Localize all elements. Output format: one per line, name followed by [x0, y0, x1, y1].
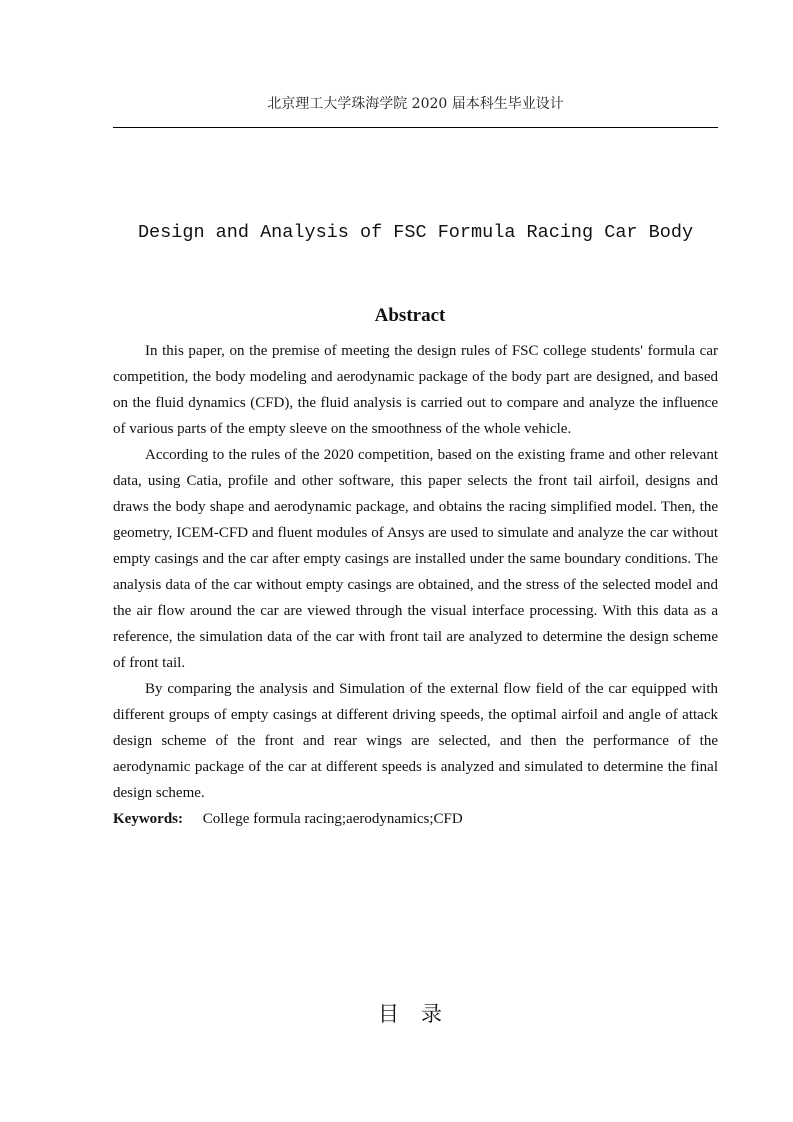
- header-divider: [113, 127, 718, 128]
- toc-heading: 目录: [378, 1002, 464, 1026]
- paper-title: Design and Analysis of FSC Formula Racing Car Body: [137, 222, 694, 243]
- abstract-body: [113, 338, 718, 832]
- keywords-label: Keywords:: [113, 811, 183, 827]
- keywords-value: College formula racing;aerodynamics;CFD: [202, 811, 463, 827]
- page-header: 北京理工大学珠海学院 2020 届本科生毕业设计: [267, 96, 564, 112]
- abstract-paragraph-1: In this paper, on the premise of meeting the design rules of FSC college students' formula car competition, the body modeling and aerodynamic package of the body part are designed, and based on the fluid dynamics (CFD), the fluid analysis is carried out to compare and analyze the influence of various parts of the empty sleeve on the smoothness of the whole vehicle.: [113, 343, 718, 437]
- keywords-line: [113, 806, 718, 832]
- abstract-paragraph-3: By comparing the analysis and Simulation of the external flow field of the car equipped with different groups of empty casings at different driving speeds, the optimal airfoil and angle of attack design scheme of the front and rear wings are selected, and then the performance of the aerodynamic package of the car at different speeds is analyzed and simulated to determine the final design scheme.: [113, 681, 718, 801]
- abstract-heading: Abstract: [374, 305, 446, 326]
- abstract-paragraph-2: According to the rules of the 2020 competition, based on the existing frame and other relevant data, using Catia, profile and other software, this paper selects the front tail airfoil, designs and draws the body shape and aerodynamic package, and obtains the racing simplified model. Then, the geometry, ICEM-CFD and fluent modules of Ansys are used to simulate and analyze the car without empty casings and the car after empty casings are installed under the same boundary conditions. The analysis data of the car without empty casings are obtained, and the stress of the selected model and the air flow around the car are viewed through the visual interface processing. With this data as a reference, the simulation data of the car with front tail are analyzed to determine the design scheme of front tail.: [113, 447, 718, 671]
